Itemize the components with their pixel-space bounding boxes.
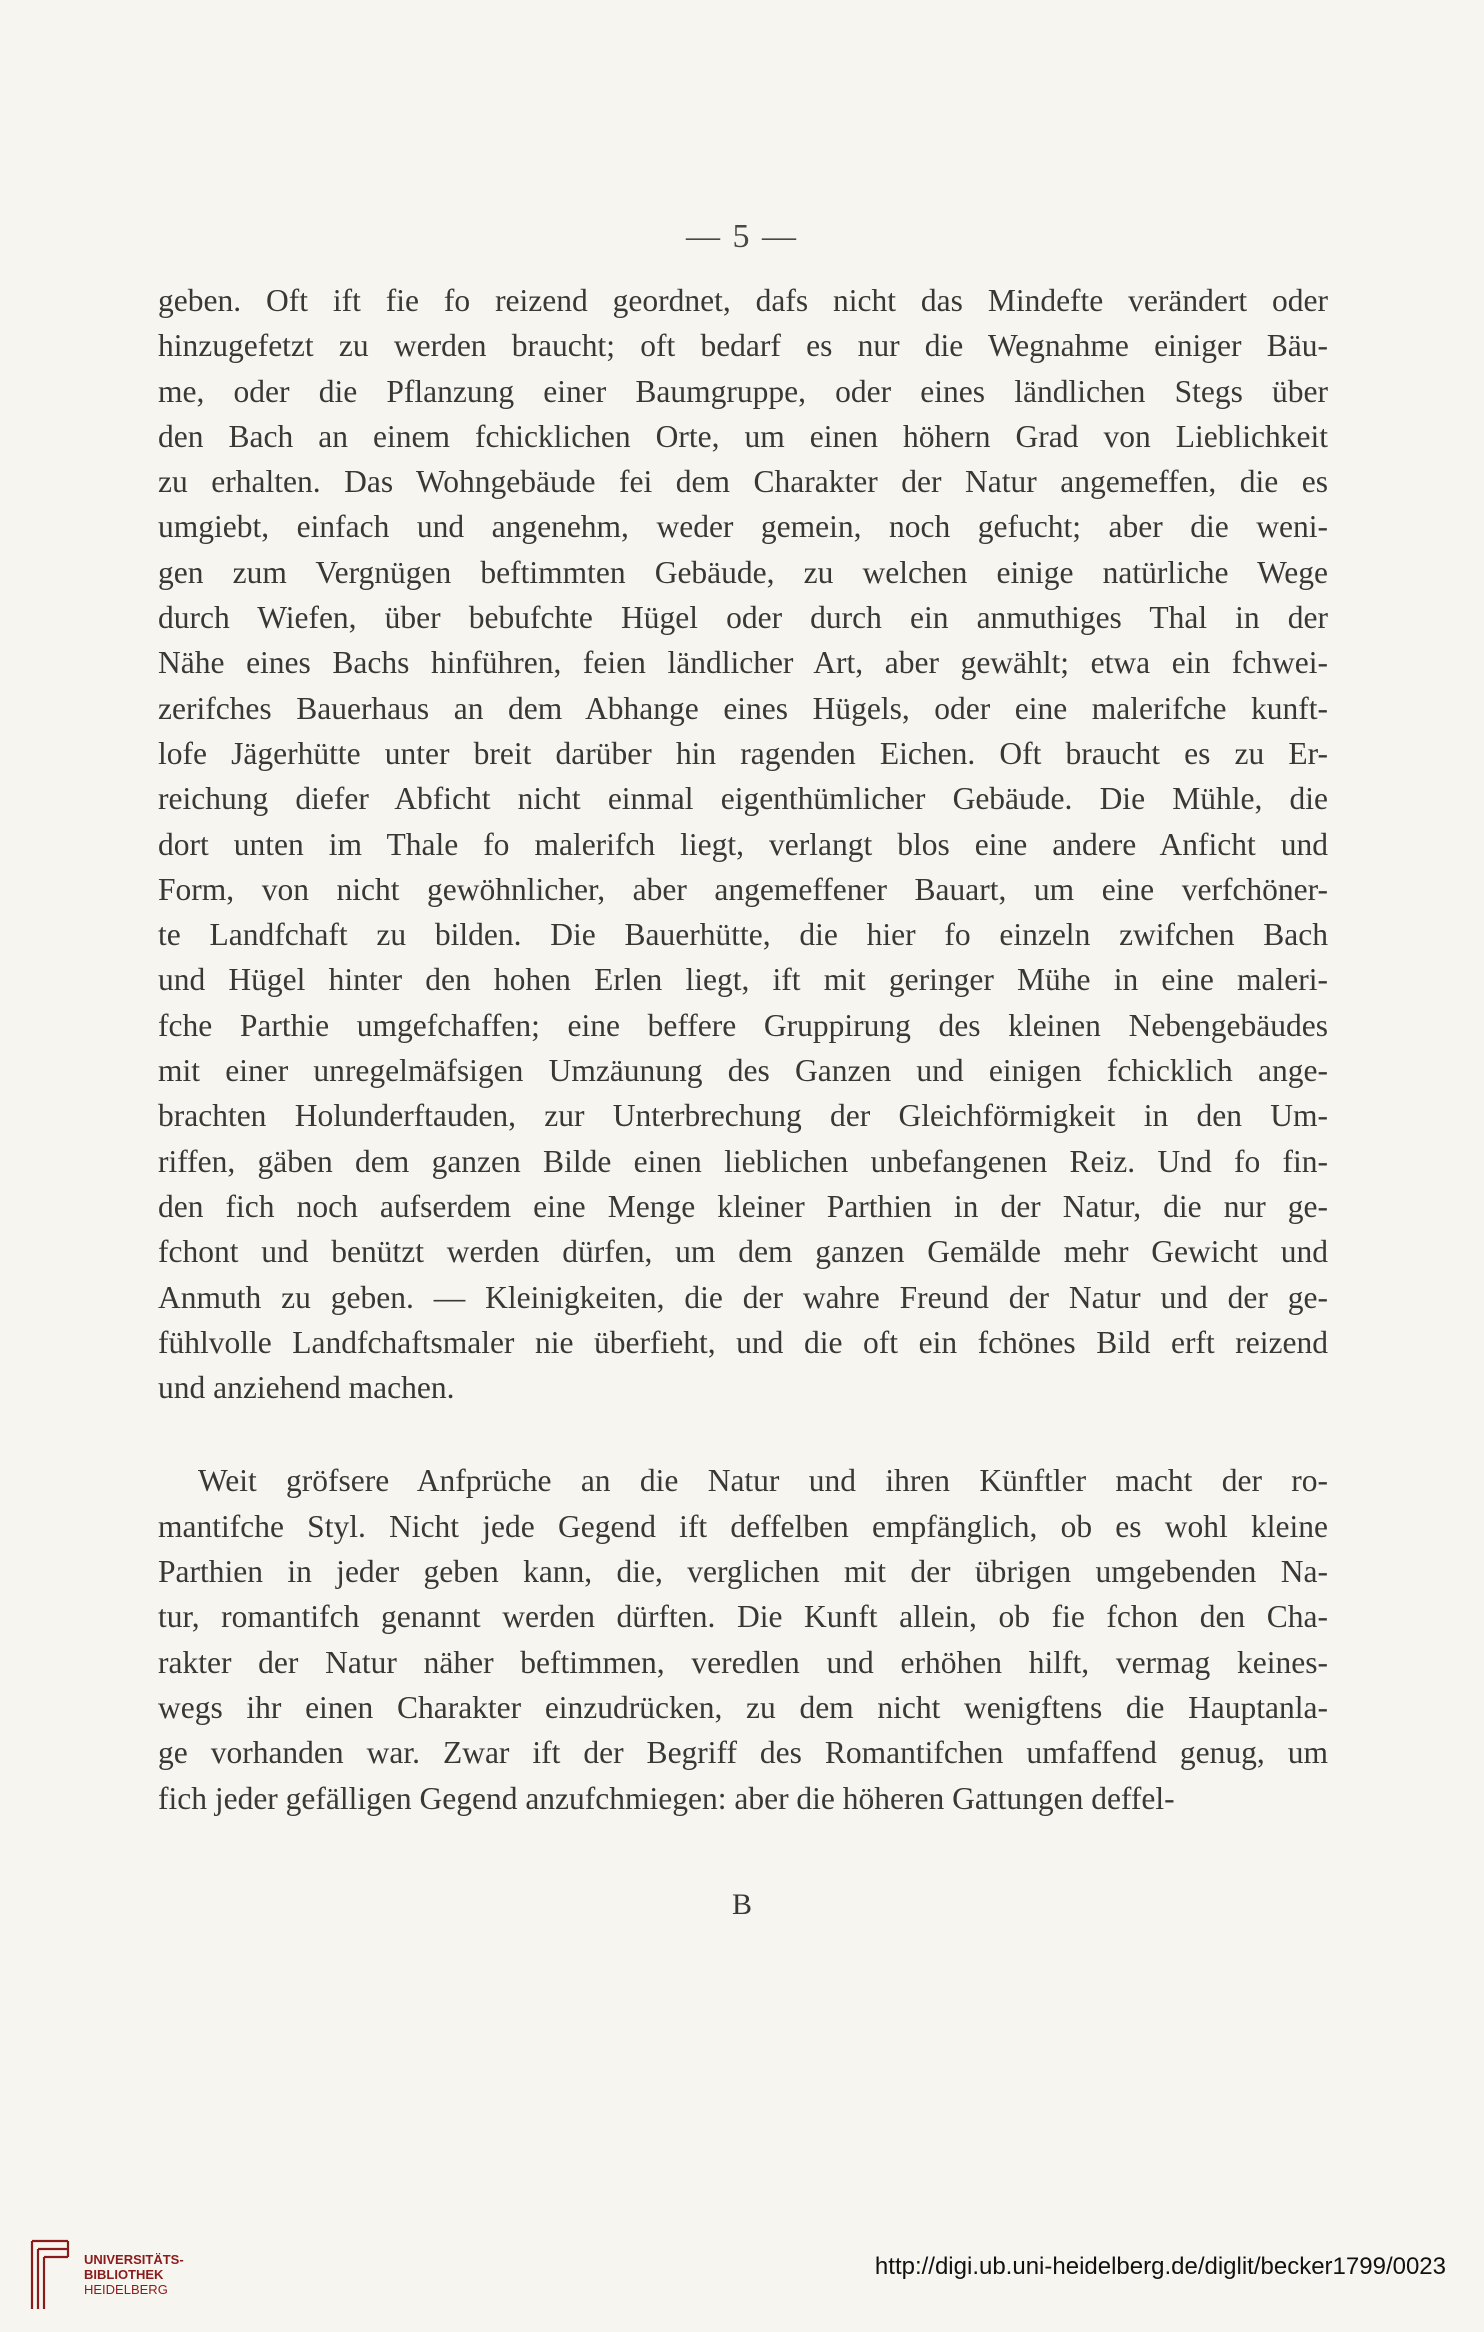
text-line: fchont und benützt werden dürfen, um dem ganzen Gemälde mehr Gewicht und <box>158 1234 1328 1270</box>
text-line: umgiebt, einfach und angenehm, weder gemein, noch gefucht; aber die weni- <box>158 509 1328 545</box>
signature-mark: B <box>731 1888 752 1921</box>
text-line: hinzugefetzt zu werden braucht; oft bedarf es nur die Wegnahme einiger Bäu- <box>158 328 1328 364</box>
text-line: wegs ihr einen Charakter einzudrücken, zu dem nicht wenigftens die Hauptanla- <box>158 1689 1328 1725</box>
text-line: Anmuth zu geben. — Kleinigkeiten, die der wahre Freund der Natur und der ge- <box>158 1279 1328 1315</box>
text-line: brachten Holunderftauden, zur Unterbrechung der Gleichförmigkeit in den Um- <box>158 1098 1328 1134</box>
page-number: — 5 — <box>686 218 798 255</box>
text-line: reichung diefer Abficht nicht einmal eigenthümlicher Gebäude. Die Mühle, die <box>158 781 1328 817</box>
text-line: tur, romantifch genannt werden dürften. Die Kunft allein, ob fie fchon den Cha- <box>158 1599 1328 1635</box>
library-logo-text <box>84 2252 184 2297</box>
text-line: mantifche Styl. Nicht jede Gegend ift deffelben empfänglich, ob es wohl kleine <box>158 1508 1328 1544</box>
text-line: und anziehend machen. <box>158 1370 455 1406</box>
text-line: geben. Oft ift fie fo reizend geordnet, dafs nicht das Mindefte verändert oder <box>158 283 1328 318</box>
text-line: fich jeder gefälligen Gegend anzufchmiegen: aber die höheren Gattungen deffel- <box>158 1780 1175 1816</box>
source-url-link[interactable]: http://digi.ub.uni-heidelberg.de/diglit/becker1799/0023 <box>874 2253 1446 2280</box>
text-line: Form, von nicht gewöhnlicher, aber angemeffener Bauart, um eine verfchöner- <box>158 871 1328 907</box>
body-text <box>158 278 1328 1821</box>
footer <box>0 2215 1484 2332</box>
text-line: lofe Jägerhütte unter breit darüber hin ragenden Eichen. Oft braucht es zu Er- <box>158 735 1328 771</box>
paragraph-1 <box>158 278 1328 1410</box>
text-line: und Hügel hinter den hohen Erlen liegt, ift mit geringer Mühe in eine maleri- <box>158 962 1328 998</box>
logo-line-1: UNIVERSITÄTS- <box>84 2252 184 2267</box>
logo-line-3: HEIDELBERG <box>84 2282 168 2297</box>
text-line: Weit gröfsere Anfprüche an die Natur und ihren Künftler macht der ro- <box>198 1463 1328 1499</box>
library-logo-icon <box>28 2235 74 2315</box>
text-line: fche Parthie umgefchaffen; eine beffere Gruppirung des kleinen Nebengebäudes <box>158 1007 1328 1043</box>
text-line: mit einer unregelmäfsigen Umzäunung des Ganzen und einigen fchicklich ange- <box>158 1053 1328 1089</box>
text-line: zerifches Bauerhaus an dem Abhange eines Hügels, oder eine malerifche kunft- <box>158 690 1328 726</box>
text-line: Nähe eines Bachs hinführen, feien ländlicher Art, aber gewählt; etwa ein fchwei- <box>158 645 1328 681</box>
text-line: den Bach an einem fchicklichen Orte, um einen höhern Grad von Lieblichkeit <box>158 418 1328 454</box>
text-line: Parthien in jeder geben kann, die, verglichen mit der übrigen umgebenden Na- <box>158 1554 1328 1590</box>
text-line: den fich noch aufserdem eine Menge kleiner Parthien in der Natur, die nur ge- <box>158 1188 1328 1224</box>
text-line: zu erhalten. Das Wohngebäude fei dem Charakter der Natur angemeffen, die es <box>158 464 1328 500</box>
text-line: ge vorhanden war. Zwar ift der Begriff des Romantifchen umfaffend genug, um <box>158 1735 1328 1771</box>
text-line: fühlvolle Landfchaftsmaler nie überfieht, und die oft ein fchönes Bild erft reizend <box>158 1324 1328 1360</box>
text-line: te Landfchaft zu bilden. Die Bauerhütte, die hier fo einzeln zwifchen Bach <box>158 917 1328 953</box>
text-line: dort unten im Thale fo malerifch liegt, verlangt blos eine andere Anficht und <box>158 826 1328 862</box>
text-line: rakter der Natur näher beftimmen, veredlen und erhöhen hilft, vermag keines- <box>158 1644 1328 1680</box>
paragraph-2 <box>158 1458 1328 1820</box>
logo-line-2: BIBLIOTHEK <box>84 2267 164 2282</box>
text-line: gen zum Vergnügen beftimmten Gebäude, zu welchen einige natürliche Wege <box>158 554 1328 590</box>
text-line: me, oder die Pflanzung einer Baumgruppe, oder eines ländlichen Stegs über <box>158 373 1328 409</box>
text-line: riffen, gäben dem ganzen Bilde einen lieblichen unbefangenen Reiz. Und fo fin- <box>158 1143 1328 1179</box>
text-line: durch Wiefen, über bebufchte Hügel oder durch ein anmuthiges Thal in der <box>158 600 1328 636</box>
library-logo[interactable] <box>28 2235 218 2315</box>
